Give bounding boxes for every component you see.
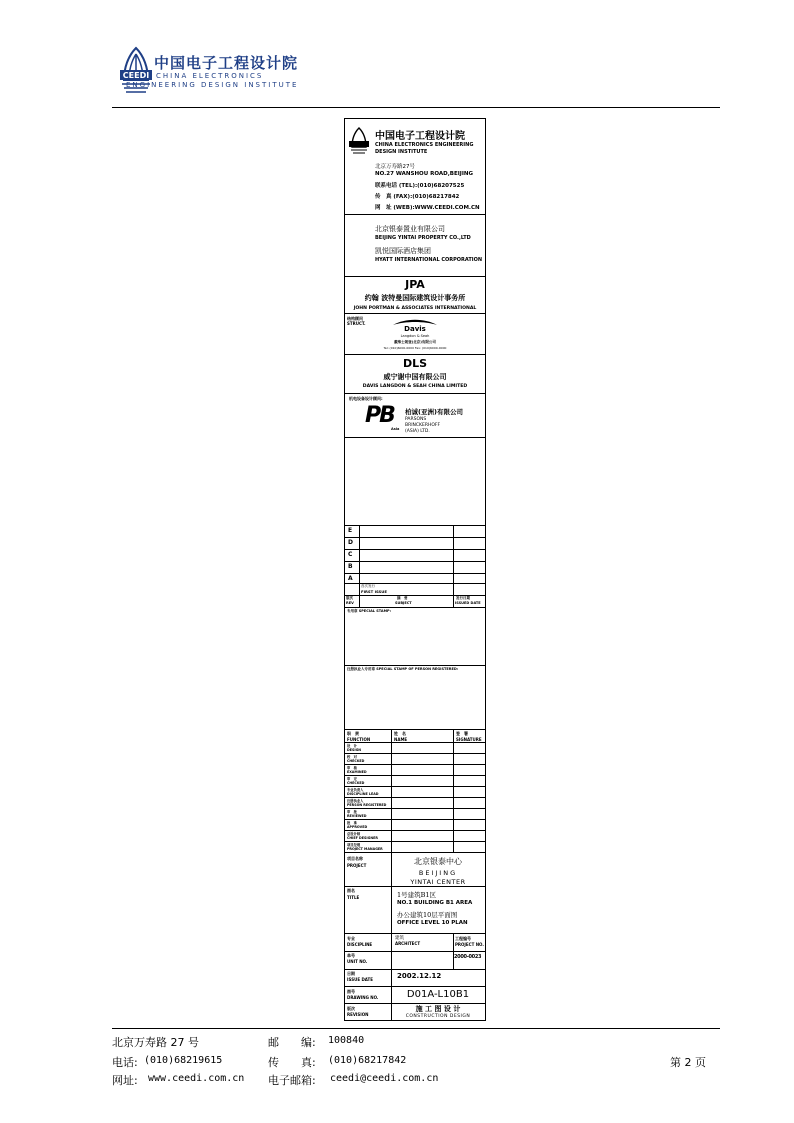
sig-row-audit-cn: 审 定 bbox=[347, 777, 357, 781]
mep-logo: PB bbox=[365, 403, 394, 428]
signature-col-en: SIGNATURE bbox=[456, 737, 482, 742]
function-cn: 职 责 bbox=[347, 731, 359, 736]
issue-date-label-cn: 日期 bbox=[347, 971, 355, 976]
sig-row-checked-cn: 校 对 bbox=[347, 755, 357, 759]
drawing-no-label-cn: 图号 bbox=[347, 989, 355, 994]
footer-fax-label: 传 真: bbox=[268, 1056, 316, 1069]
footer-email[interactable]: ceedi@ceedi.com.cn bbox=[330, 1073, 439, 1084]
mep-cn: 柏诚(亚洲)有限公司 bbox=[405, 408, 463, 416]
title-label-en: TITLE bbox=[347, 895, 360, 900]
footer-tel-label: 电话: bbox=[112, 1056, 138, 1069]
sig-row-examined-cn: 审 核 bbox=[347, 766, 357, 770]
architect-cn: 约翰 波特曼国际建筑设计事务所 bbox=[364, 294, 466, 302]
revision-value-en: CONSTRUCTION DESIGN bbox=[405, 1014, 471, 1019]
structure-line1: 戴维士朗登(北京)有限公司 bbox=[394, 340, 436, 344]
structure-sub: Langdon & Seah bbox=[400, 334, 430, 338]
header-org-en-1: CHINA ELECTRONICS bbox=[156, 72, 264, 80]
function-en: FUNCTION bbox=[347, 737, 371, 742]
architect-abbr: JPA bbox=[405, 278, 425, 291]
sig-row-design-cn: 设 计 bbox=[347, 744, 357, 748]
sig-row-pm-cn: 项目经理 bbox=[347, 843, 361, 847]
discipline-label-en: DISCIPLINE bbox=[347, 942, 373, 947]
sig-row-chief-cn: 总设计师 bbox=[347, 832, 361, 836]
footer-web[interactable]: www.ceedi.com.cn bbox=[148, 1073, 245, 1084]
sig-row-audit-en: CHECKED bbox=[347, 781, 365, 785]
special-stamp-label: 专用章 SPECIAL STAMP: bbox=[347, 609, 392, 613]
designer-tel: 联系电话 (TEL):(010)68207525 bbox=[375, 183, 465, 189]
client-cn-2: 凯悦国际酒店集团 bbox=[375, 247, 431, 255]
qs-en: DAVIS LANGDON & SEAH CHINA LIMITED bbox=[362, 384, 468, 389]
date-col-en: ISSUED DATE bbox=[455, 601, 481, 605]
footer-postcode: 100840 bbox=[328, 1035, 365, 1046]
title-cn-1: 1号建筑B1区 bbox=[397, 891, 437, 899]
sig-row-approved-en: APPROVED bbox=[347, 825, 368, 829]
footer-page-number: 第 2 页 bbox=[670, 1056, 706, 1069]
title-en-1: NO.1 BUILDING B1 AREA bbox=[397, 900, 473, 906]
ceedi-small-logo bbox=[349, 127, 369, 157]
mep-en3: (ASIA) LTD. bbox=[405, 429, 430, 434]
project-cn: 北京银泰中心 bbox=[414, 857, 462, 866]
project-no-label-cn: 工程编号 bbox=[455, 936, 471, 941]
discipline-value-cn: 建筑 bbox=[395, 936, 404, 941]
architect-en: JOHN PORTMAN & ASSOCIATES INTERNATIONAL bbox=[353, 306, 477, 311]
structure-label: 结构顾问 bbox=[347, 316, 363, 321]
first-issue-en: FIRST ISSUE bbox=[361, 589, 387, 594]
revision-label-en: REVISION bbox=[347, 1012, 369, 1017]
sig-row-approved-cn: 批 准 bbox=[347, 821, 357, 825]
sig-row-chief-en: CHIEF DESIGNER bbox=[347, 836, 378, 840]
project-label-cn: 项目名称 bbox=[347, 856, 363, 861]
discipline-value-en: ARCHITECT bbox=[395, 941, 421, 946]
mep-en2: BRINCKERHOFF bbox=[405, 423, 441, 428]
footer-fax: (010)68217842 bbox=[328, 1055, 407, 1066]
designer-name-cn: 中国电子工程设计院 bbox=[375, 131, 465, 142]
sig-row-reviewed-en: REVIEWED bbox=[347, 814, 367, 818]
footer-address: 北京万寿路 27 号 bbox=[112, 1036, 199, 1049]
footer-tel: (010)68219615 bbox=[144, 1055, 223, 1066]
footer-postcode-label: 邮 编: bbox=[268, 1036, 316, 1049]
mep-en1: PARSONS bbox=[405, 417, 427, 422]
date-col-cn: 发行日期 bbox=[456, 596, 470, 600]
subject-col-cn: 摘 要 bbox=[397, 596, 408, 600]
qs-abbr: DLS bbox=[402, 357, 428, 370]
header-rule bbox=[112, 107, 720, 108]
rev-letter-b: B bbox=[348, 563, 353, 570]
sig-row-design-en: DESIGN bbox=[347, 748, 362, 752]
revision-label-cn: 版次 bbox=[347, 1006, 355, 1011]
logo-text: CEEDI bbox=[122, 71, 150, 80]
sig-row-examined-en: EXAMINED bbox=[347, 770, 367, 774]
footer-rule bbox=[112, 1028, 720, 1029]
header-org-en-2: ENGINEERING DESIGN INSTITUTE bbox=[126, 81, 299, 89]
mep-logo-sub: Asia bbox=[391, 427, 400, 431]
mep-label: 机电设备设计顾问: bbox=[349, 396, 383, 401]
unit-label-en: UNIT NO. bbox=[347, 959, 368, 964]
sig-row-reviewed-cn: 审 批 bbox=[347, 810, 357, 814]
designer-fax: 传 真 (FAX):(010)68217842 bbox=[375, 194, 460, 200]
sig-row-checked-en: CHECKED bbox=[347, 759, 365, 763]
footer-web-label: 网址: bbox=[112, 1074, 138, 1087]
title-label-cn: 图名 bbox=[347, 888, 355, 893]
client-en-2: HYATT INTERNATIONAL CORPORATION bbox=[375, 257, 483, 263]
client-en-1: BEIJING YINTAI PROPERTY CO.,LTD bbox=[375, 235, 471, 241]
project-no-value: 2000-0023 bbox=[454, 954, 482, 960]
name-col-cn: 姓 名 bbox=[394, 731, 406, 736]
project-label-en: PROJECT bbox=[347, 863, 367, 868]
designer-web: 网 址 (WEB):WWW.CEEDI.COM.CN bbox=[375, 205, 480, 211]
designer-name-en1: CHINA ELECTRONICS ENGINEERING bbox=[375, 142, 474, 148]
footer-email-label: 电子邮箱: bbox=[268, 1074, 316, 1087]
ceedi-logo bbox=[118, 46, 154, 98]
issue-date-label-en: ISSUE DATE bbox=[347, 977, 374, 982]
designer-name-en2: DESIGN INSTITUTE bbox=[375, 149, 428, 155]
project-en2: YINTAI CENTER bbox=[410, 878, 466, 886]
rev-letter-a: A bbox=[348, 575, 353, 582]
issue-date-value: 2002.12.12 bbox=[397, 972, 442, 980]
rev-letter-d: D bbox=[348, 539, 353, 546]
structure-line2: Tel: (010)6000-0000 Fax: (010)6000-0000 bbox=[383, 346, 447, 350]
sig-row-lead-cn: 专业负责人 bbox=[347, 788, 364, 792]
designer-addr-en: NO.27 WANSHOU ROAD,BEIJING bbox=[375, 171, 473, 177]
subject-col-en: SUBJECT bbox=[395, 601, 412, 605]
title-block bbox=[344, 118, 486, 1021]
drawing-no-value: D01A-L10B1 bbox=[406, 989, 470, 1000]
person-stamp-label: 注册执业人专用章 SPECIAL STAMP OF PERSON REGISTERED: bbox=[347, 667, 459, 671]
discipline-label-cn: 专业 bbox=[347, 936, 355, 941]
header-org-name: 中国电子工程设计院 bbox=[154, 54, 299, 72]
rev-col-cn: 版次 bbox=[346, 596, 353, 600]
rev-col-en: REV bbox=[346, 601, 354, 605]
first-issue-cn: 首次发行 bbox=[361, 584, 375, 588]
rev-letter-e: E bbox=[348, 527, 353, 534]
rev-letter-c: C bbox=[348, 551, 353, 558]
client-cn-1: 北京银泰置业有限公司 bbox=[375, 225, 445, 233]
project-en1: BEIJING bbox=[418, 869, 458, 877]
structure-label-en: STRUCT. bbox=[347, 321, 366, 326]
unit-label-cn: 单号 bbox=[347, 953, 355, 958]
drawing-no-label-en: DRAWING NO. bbox=[347, 995, 379, 1000]
sig-row-registered-cn: 注册执业人 bbox=[347, 799, 364, 803]
qs-cn: 威宁谢中国有限公司 bbox=[383, 373, 447, 381]
structure-brand: Davis bbox=[404, 325, 426, 333]
title-en-2: OFFICE LEVEL 10 PLAN bbox=[397, 920, 468, 926]
sig-row-pm-en: PROJECT MANAGER bbox=[347, 847, 383, 851]
sig-row-lead-en: DISCIPLINE LEAD bbox=[347, 792, 379, 796]
sig-row-registered-en: PERSON REGISTERED bbox=[347, 803, 387, 807]
project-no-label-en: PROJECT NO. bbox=[455, 942, 484, 947]
title-cn-2: 办公建筑10层平面图 bbox=[397, 911, 458, 919]
revision-value-cn: 施 工 图 设 计 bbox=[415, 1005, 461, 1013]
name-col-en: NAME bbox=[394, 737, 408, 742]
signature-col-cn: 签 署 bbox=[456, 731, 468, 736]
designer-addr-cn: 北京万寿路27号 bbox=[375, 164, 415, 170]
